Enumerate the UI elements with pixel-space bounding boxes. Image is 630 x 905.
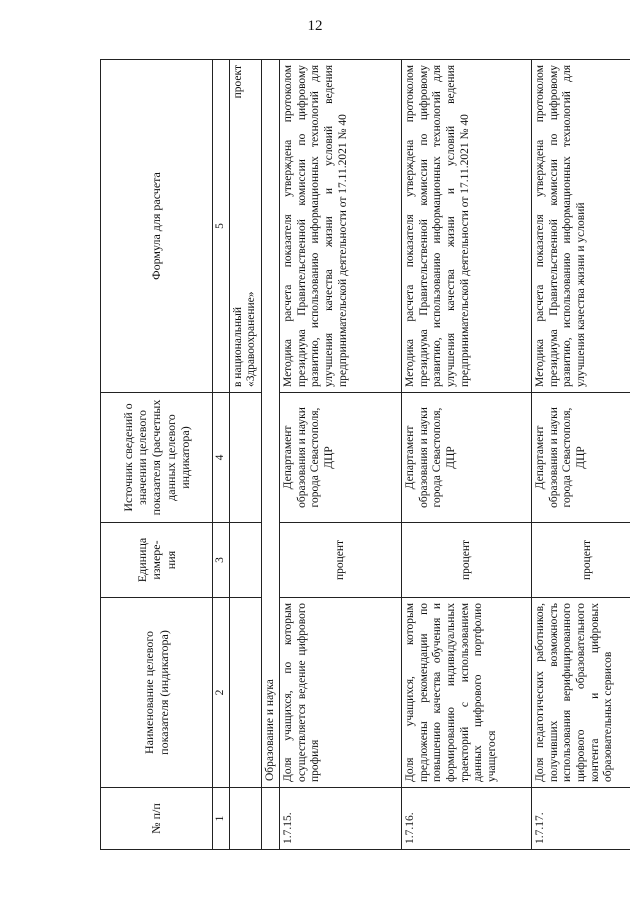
indicators-table — [100, 59, 630, 850]
rotated-table-wrapper — [100, 60, 616, 850]
header-unit: Единица измере- ния — [101, 523, 213, 598]
table-row — [532, 60, 630, 850]
header-source: Источник сведений о значении целевого показателя (расчетных данных целевого индикатора) — [101, 393, 213, 523]
row-source: Департамент образования и науки города Севастополя, ДЦР — [280, 393, 402, 523]
section-row — [261, 60, 280, 850]
row-source: Департамент образования и науки города Севастополя, ДЦР — [532, 393, 630, 523]
carry-over-line2: «Здравоохранение» — [245, 291, 258, 387]
row-indicator-name: Доля учащихся, по которым осуществляется ведение цифрового профиля — [280, 598, 402, 788]
section-title: Образование и наука — [261, 60, 280, 788]
column-number: 1 — [213, 788, 230, 850]
row-number: 1.7.17. — [532, 788, 630, 850]
carry-over-right: проект — [231, 65, 244, 99]
column-numbers-row — [213, 60, 230, 850]
carry-over-formula — [229, 60, 261, 393]
column-number: 3 — [213, 523, 230, 598]
rotated-table-canvas — [100, 60, 616, 850]
column-number: 5 — [213, 60, 230, 393]
table-row — [402, 60, 532, 850]
row-unit: процент — [532, 523, 630, 598]
header-number: № п/п — [101, 788, 213, 850]
row-indicator-name: Доля педагогических работников, получивших возможность использования верифицированного цифрового образовательного контента и цифровых образовательных сервисов — [532, 598, 630, 788]
table-header-row — [101, 60, 213, 850]
header-indicator-name: Наименование целевого показателя (индикатора) — [101, 598, 213, 788]
column-number: 4 — [213, 393, 230, 523]
row-unit: процент — [402, 523, 532, 598]
row-number: 1.7.15. — [280, 788, 402, 850]
header-formula: Формула для расчета — [101, 60, 213, 393]
carry-over-left: в национальный — [231, 306, 244, 387]
row-formula: Методика расчета показателя утверждена протоколом президиума Правительственной комиссии по цифровому развитию, использованию информационных технологий для улучшения качества жизни и условий ведения предпринимательской деятельности от 17.11.2021 № 40 — [402, 60, 532, 393]
carry-over-row — [229, 60, 261, 850]
row-indicator-name: Доля учащихся, которым предложены рекомендации по повышению качества обучения и формированию индивидуальных траекторий с использованием данных цифрового портфолио учащегося — [402, 598, 532, 788]
row-unit: процент — [280, 523, 402, 598]
row-source: Департамент образования и науки города Севастополя, ДЦР — [402, 393, 532, 523]
table-row — [280, 60, 402, 850]
row-formula: Методика расчета показателя утверждена протоколом президиума Правительственной комиссии по цифровому развитию, использованию информационных технологий для улучшения качества жизни и условий — [532, 60, 630, 393]
row-number: 1.7.16. — [402, 788, 532, 850]
page-number: 12 — [307, 18, 323, 34]
row-formula: Методика расчета показателя утверждена протоколом президиума Правительственной комиссии по цифровому развитию, использованию информационных технологий для улучшения качества жизни и условий ведения предпринимательской деятельности от 17.11.2021 № 40 — [280, 60, 402, 393]
column-number: 2 — [213, 598, 230, 788]
